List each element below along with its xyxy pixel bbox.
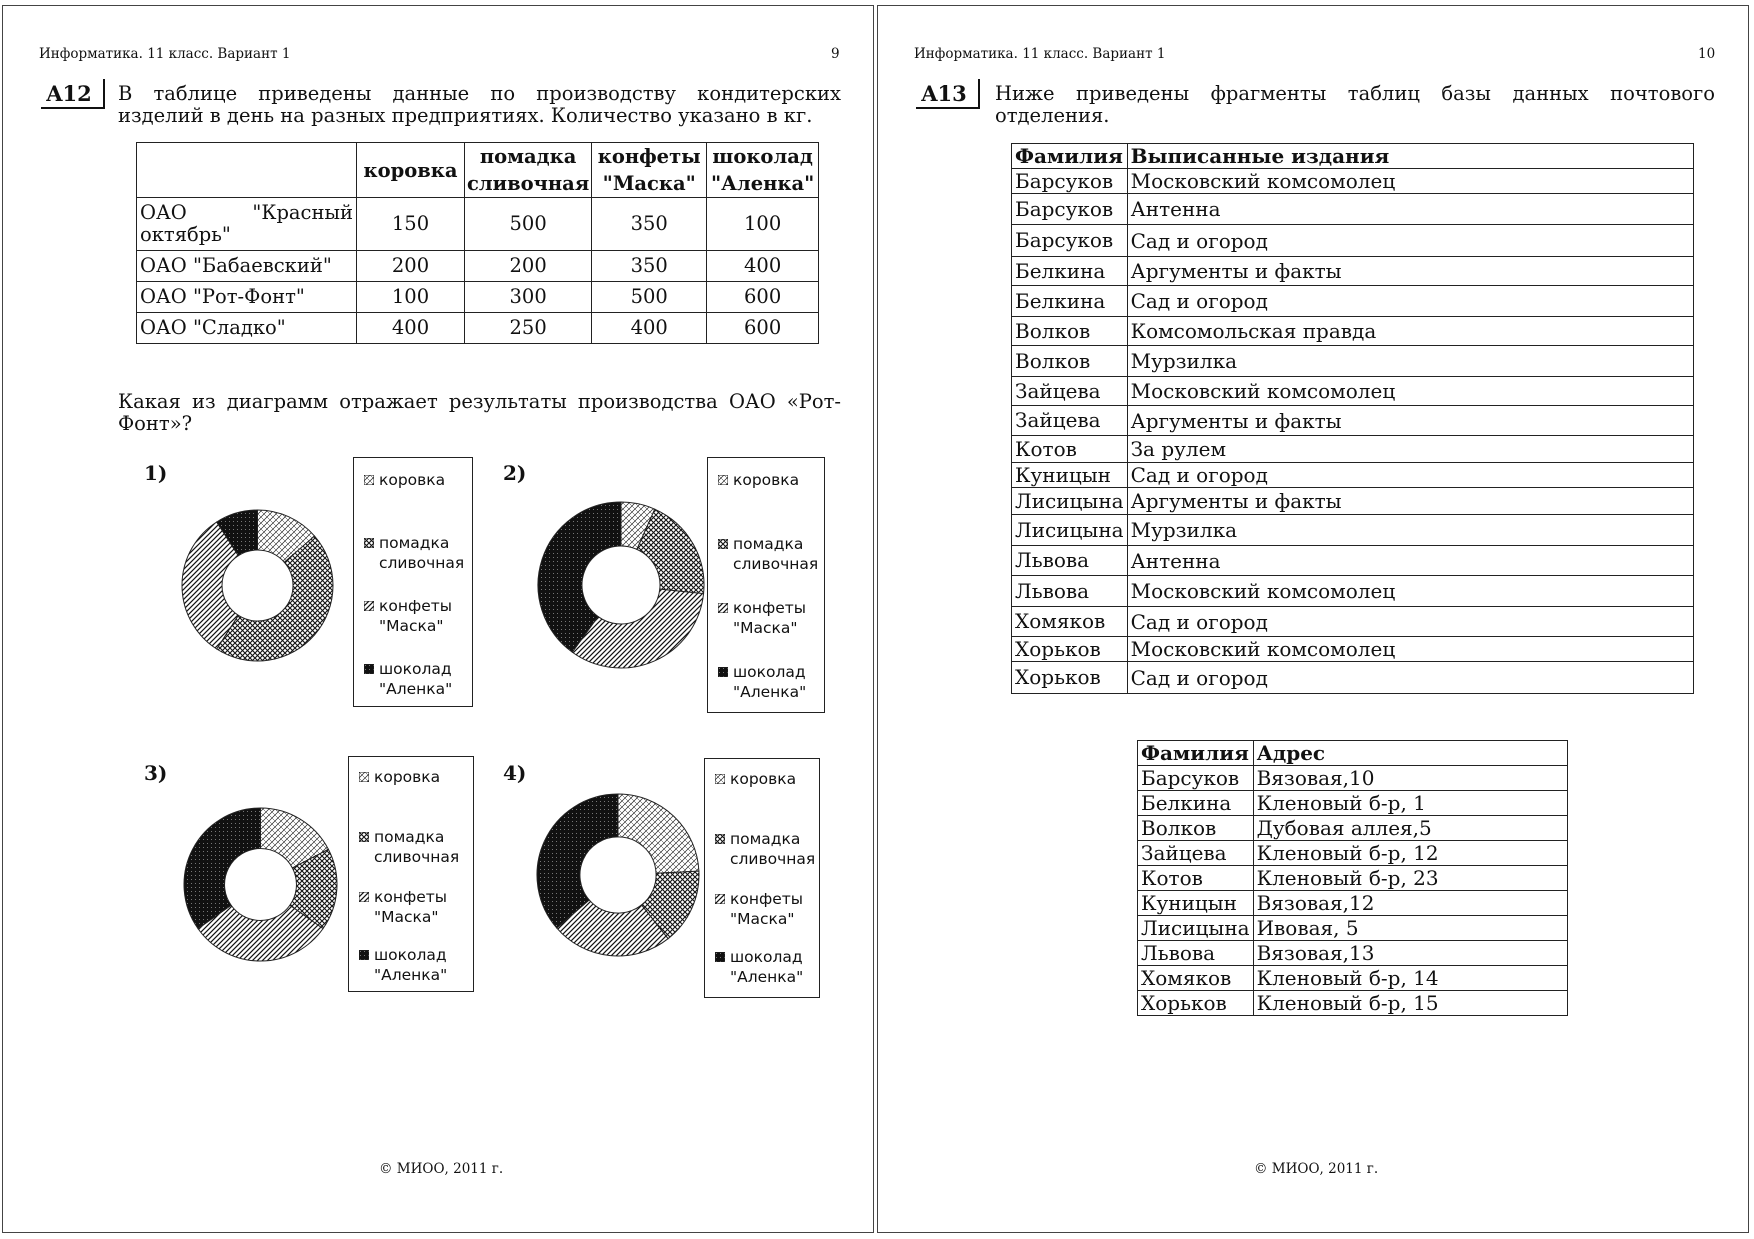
surname-cell: Хорьков (1012, 662, 1128, 694)
legend-label: помадка сливочная (730, 830, 816, 868)
address-cell: Вязовая,10 (1253, 766, 1567, 791)
surname-cell: Львова (1138, 941, 1254, 966)
publication-cell: Сад и огород (1127, 662, 1693, 694)
surname-cell: Волков (1012, 317, 1128, 346)
table-row (1012, 377, 1694, 406)
publication-cell: Сад и огород (1127, 225, 1693, 257)
surname-cell: Хомяков (1138, 966, 1254, 991)
surname-cell: Зайцева (1012, 377, 1128, 406)
donut-chart-3 (182, 806, 339, 963)
publication-cell: Московский комсомолец (1127, 377, 1693, 406)
page-header: Информатика. 11 класс. Вариант 1 (914, 46, 1166, 62)
legend-label: шоколад "Аленка" (730, 948, 804, 986)
shokolad-swatch-icon (718, 667, 728, 677)
legend-label: коровка (730, 770, 797, 788)
value-cell: 200 (465, 251, 592, 282)
konfety-swatch-icon (359, 892, 369, 902)
publication-cell: Мурзилка (1127, 515, 1693, 546)
table-row (1012, 488, 1694, 515)
surname-cell: Волков (1012, 346, 1128, 377)
table-row (1012, 194, 1694, 225)
legend-label: помадка сливочная (374, 828, 460, 866)
table-row (1138, 841, 1568, 866)
chart-legend (348, 756, 474, 992)
legend-label: помадка сливочная (379, 534, 465, 572)
table-row (1138, 891, 1568, 916)
legend-label: коровка (374, 768, 441, 786)
publication-cell: Аргументы и факты (1127, 488, 1693, 515)
table-row (137, 251, 819, 282)
value-cell: 200 (357, 251, 465, 282)
pomadka-swatch-icon (364, 538, 374, 548)
value-cell: 350 (592, 198, 707, 251)
address-cell: Кленовый б-р, 14 (1253, 966, 1567, 991)
surname-cell: Куницын (1138, 891, 1254, 916)
korovka-swatch-icon (359, 772, 369, 782)
table-header-row (1138, 741, 1568, 766)
surname-cell: Барсуков (1138, 766, 1254, 791)
table-row (1138, 816, 1568, 841)
subscriptions-table (1011, 143, 1694, 694)
chart-number: 2) (503, 461, 527, 485)
legend-label: шоколад "Аленка" (733, 663, 807, 701)
table-header-cell: Фамилия (1138, 741, 1254, 766)
table-row (1012, 662, 1694, 694)
production-table (136, 142, 819, 344)
legend-label: шоколад "Аленка" (379, 660, 453, 698)
address-cell: Кленовый б-р, 23 (1253, 866, 1567, 891)
legend-label: шоколад "Аленка" (374, 946, 448, 984)
question-intro: В таблице приведены данные по производству кондитерских изделий в день на разных предприятиях. Количество указано в кг. (118, 82, 841, 127)
pomadka-swatch-icon (359, 832, 369, 842)
surname-cell: Лисицына (1012, 488, 1128, 515)
table-header-cell: Фамилия (1012, 144, 1128, 169)
shokolad-slice (184, 808, 261, 929)
address-cell: Ивовая, 5 (1253, 916, 1567, 941)
shokolad-swatch-icon (359, 950, 369, 960)
value-cell: 300 (465, 282, 592, 313)
company-cell: ОАО "Сладко" (137, 313, 357, 344)
surname-cell: Лисицына (1138, 916, 1254, 941)
legend-label: конфеты "Маска" (379, 597, 453, 635)
legend-label: конфеты "Маска" (374, 888, 448, 926)
korovka-slice (618, 794, 699, 873)
value-cell: 150 (357, 198, 465, 251)
page-number: 10 (1698, 46, 1716, 62)
table-row (1012, 637, 1694, 662)
surname-cell: Белкина (1138, 791, 1254, 816)
surname-cell: Львова (1012, 576, 1128, 607)
surname-cell: Зайцева (1012, 406, 1128, 436)
table-row (1138, 941, 1568, 966)
page-footer: © МИОО, 2011 г. (1254, 1161, 1379, 1177)
table-row (1012, 607, 1694, 637)
address-cell: Вязовая,12 (1253, 891, 1567, 916)
right-page (877, 5, 1749, 1233)
value-cell: 600 (707, 282, 819, 313)
legend-label: конфеты "Маска" (730, 890, 804, 928)
address-cell: Кленовый б-р, 12 (1253, 841, 1567, 866)
surname-cell: Белкина (1012, 286, 1128, 317)
page-header: Информатика. 11 класс. Вариант 1 (39, 46, 291, 62)
donut-chart-4 (535, 792, 701, 958)
legend-label: помадка сливочная (733, 535, 819, 573)
table-header-cell: шоколад "Аленка" (707, 143, 819, 198)
page-number: 9 (831, 46, 840, 62)
surname-cell: Лисицына (1012, 515, 1128, 546)
pomadka-swatch-icon (718, 539, 728, 549)
chart-legend (353, 457, 473, 707)
table-header-cell (137, 143, 357, 198)
question-label: A13 (916, 79, 980, 109)
value-cell: 400 (707, 251, 819, 282)
konfety-swatch-icon (718, 603, 728, 613)
konfety-swatch-icon (715, 894, 725, 904)
surname-cell: Львова (1012, 546, 1128, 576)
table-row (1012, 576, 1694, 607)
publication-cell: Сад и огород (1127, 463, 1693, 488)
shokolad-slice (537, 794, 618, 928)
company-cell: ОАО "Бабаевский" (137, 251, 357, 282)
page-footer: © МИОО, 2011 г. (379, 1161, 504, 1177)
table-header-cell: Адрес (1253, 741, 1567, 766)
surname-cell: Белкина (1012, 257, 1128, 286)
table-row (1138, 991, 1568, 1016)
surname-cell: Барсуков (1012, 169, 1128, 194)
donut-chart-1 (180, 508, 335, 663)
surname-cell: Волков (1138, 816, 1254, 841)
table-row (1012, 546, 1694, 576)
address-cell: Вязовая,13 (1253, 941, 1567, 966)
donut-chart-2 (536, 500, 706, 670)
surname-cell: Котов (1012, 436, 1128, 463)
publication-cell: Московский комсомолец (1127, 169, 1693, 194)
surname-cell: Котов (1138, 866, 1254, 891)
table-header-cell: коровка (357, 143, 465, 198)
company-cell: ОАО "Рот-Фонт" (137, 282, 357, 313)
addresses-table (1137, 740, 1568, 1016)
table-header-cell: конфеты "Маска" (592, 143, 707, 198)
publication-cell: Мурзилка (1127, 346, 1693, 377)
table-row (1012, 286, 1694, 317)
legend-label: коровка (733, 471, 800, 489)
pomadka-swatch-icon (715, 834, 725, 844)
value-cell: 500 (465, 198, 592, 251)
value-cell: 100 (357, 282, 465, 313)
publication-cell: Аргументы и факты (1127, 406, 1693, 436)
table-row (1012, 436, 1694, 463)
address-cell: Кленовый б-р, 15 (1253, 991, 1567, 1016)
table-row (1012, 406, 1694, 436)
value-cell: 400 (592, 313, 707, 344)
table-row (1138, 966, 1568, 991)
shokolad-swatch-icon (364, 664, 374, 674)
table-row (1012, 317, 1694, 346)
table-row (137, 282, 819, 313)
legend-label: коровка (379, 471, 446, 489)
address-cell: Дубовая аллея,5 (1253, 816, 1567, 841)
konfety-slice (572, 589, 703, 668)
korovka-swatch-icon (715, 774, 725, 784)
table-row (1012, 169, 1694, 194)
question-label: A12 (41, 79, 105, 109)
value-cell: 350 (592, 251, 707, 282)
table-row (1012, 515, 1694, 546)
surname-cell: Хорьков (1012, 637, 1128, 662)
address-cell: Кленовый б-р, 1 (1253, 791, 1567, 816)
question-intro: Ниже приведены фрагменты таблиц базы данных почтового отделения. (995, 82, 1715, 127)
publication-cell: Московский комсомолец (1127, 576, 1693, 607)
surname-cell: Барсуков (1012, 194, 1128, 225)
publication-cell: Сад и огород (1127, 607, 1693, 637)
table-row (1012, 463, 1694, 488)
table-row (1138, 791, 1568, 816)
chart-legend (707, 457, 825, 713)
value-cell: 600 (707, 313, 819, 344)
value-cell: 100 (707, 198, 819, 251)
publication-cell: Аргументы и факты (1127, 257, 1693, 286)
publication-cell: Сад и огород (1127, 286, 1693, 317)
surname-cell: Зайцева (1138, 841, 1254, 866)
publication-cell: Московский комсомолец (1127, 637, 1693, 662)
shokolad-swatch-icon (715, 952, 725, 962)
table-row (1012, 346, 1694, 377)
table-header-row (1012, 144, 1694, 169)
surname-cell: Хорьков (1138, 991, 1254, 1016)
publication-cell: За рулем (1127, 436, 1693, 463)
table-row (137, 198, 819, 251)
value-cell: 500 (592, 282, 707, 313)
publication-cell: Комсомольская правда (1127, 317, 1693, 346)
table-row (1138, 866, 1568, 891)
value-cell: 400 (357, 313, 465, 344)
konfety-swatch-icon (364, 601, 374, 611)
table-row (1012, 257, 1694, 286)
value-cell: 250 (465, 313, 592, 344)
company-cell: ОАО "Красный октябрь" (137, 198, 357, 251)
table-header-cell: Выписанные издания (1127, 144, 1693, 169)
chart-legend (704, 758, 820, 998)
table-header-row (137, 143, 819, 198)
table-header-cell: помадка сливочная (465, 143, 592, 198)
korovka-swatch-icon (364, 475, 374, 485)
surname-cell: Хомяков (1012, 607, 1128, 637)
surname-cell: Барсуков (1012, 225, 1128, 257)
publication-cell: Антенна (1127, 546, 1693, 576)
chart-number: 1) (144, 461, 168, 485)
korovka-swatch-icon (718, 475, 728, 485)
table-row (1012, 225, 1694, 257)
surname-cell: Куницын (1012, 463, 1128, 488)
left-page (2, 5, 874, 1233)
table-row (1138, 766, 1568, 791)
chart-number: 3) (144, 761, 168, 785)
legend-label: конфеты "Маска" (733, 599, 807, 637)
chart-number: 4) (503, 761, 527, 785)
table-row (1138, 916, 1568, 941)
table-row (137, 313, 819, 344)
question-text: Какая из диаграмм отражает результаты производства ОАО «Рот-Фонт»? (118, 390, 841, 435)
publication-cell: Антенна (1127, 194, 1693, 225)
